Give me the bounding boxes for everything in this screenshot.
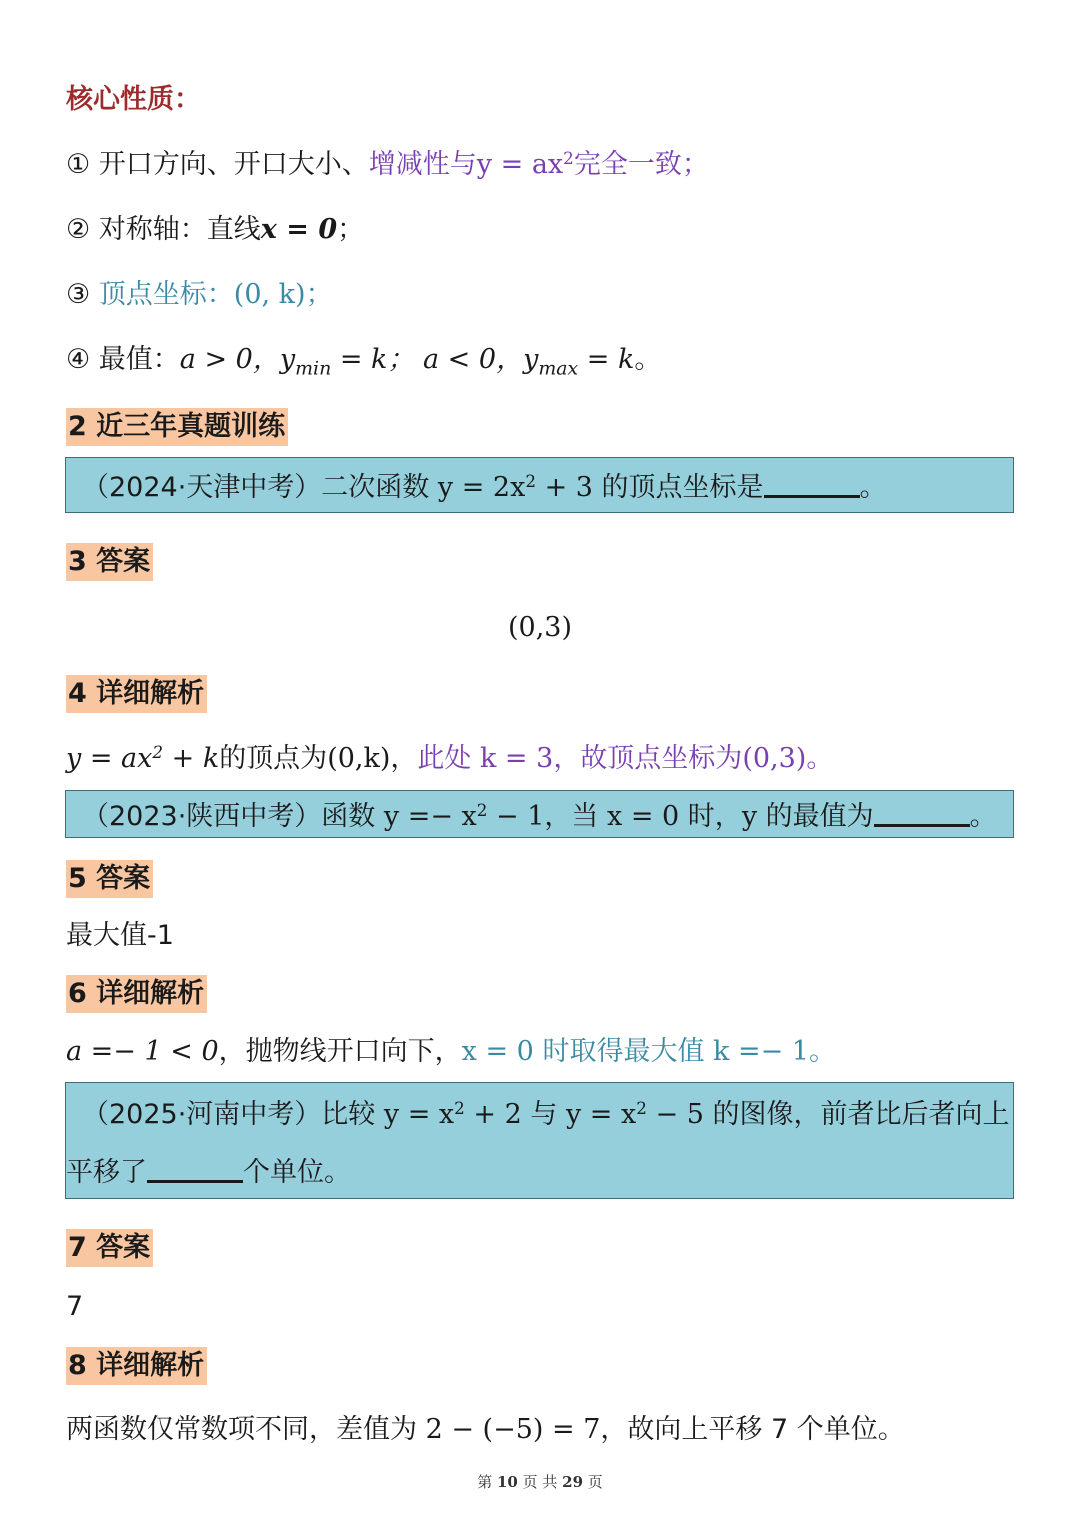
footer-total-pages: 29	[562, 1473, 584, 1491]
explanation-2-teal-math-2: k =− 1	[713, 1036, 809, 1067]
explanation-2	[66, 1032, 836, 1072]
question-3-lead: （2025·河南中考）比较	[82, 1099, 384, 1130]
question-box-2	[65, 790, 1014, 838]
question-box-1	[65, 457, 1014, 513]
footer-page-number: 10	[496, 1473, 518, 1491]
question-1-math: $y = 2x^2 + 3$	[437, 470, 593, 503]
heading-section-8: 8 详细解析	[66, 1347, 207, 1385]
explanation-3	[66, 1410, 905, 1450]
question-2-math-x: x = 0	[607, 801, 680, 832]
explanation-1	[66, 739, 833, 779]
heading-section-3: 3 答案	[66, 543, 153, 581]
question-2-end: 。	[969, 801, 997, 832]
explanation-1-end: 。	[806, 743, 834, 774]
core-title: 核心性质：	[66, 84, 201, 115]
explanation-2-end: 。	[808, 1036, 836, 1067]
question-2-mid-2: 时，	[679, 801, 742, 832]
answer-blank[interactable]	[874, 802, 970, 827]
footer-mid: 页 共	[517, 1473, 563, 1491]
footer-post: 页	[583, 1473, 603, 1491]
explanation-2-teal-text: 时取得最大值	[533, 1036, 714, 1067]
question-box-3	[65, 1082, 1014, 1199]
question-3-math-1: $y = x^2 + 2$	[383, 1097, 522, 1130]
property-4-ymax: $y_{max} = k$	[523, 344, 635, 380]
heading-section-2: 2 近三年真题训练	[66, 408, 288, 446]
question-1-lead: （2024·天津中考）二次函数	[82, 472, 438, 503]
explanation-1-comma: ，	[390, 743, 418, 774]
property-2-prefix: ② 对称轴：直线	[66, 214, 261, 245]
explanation-1-purple-a: 此处	[417, 743, 480, 774]
answer-3: 7	[66, 1291, 84, 1322]
explanation-3-lead: 两函数仅常数项不同，差值为	[66, 1414, 426, 1445]
question-3-line-2-a: 平移了	[66, 1157, 147, 1188]
explanation-1-vertex: (0,k)	[327, 743, 391, 774]
explanation-2-teal-math: x = 0	[461, 1036, 534, 1067]
property-1-purple: 增减性与	[368, 149, 477, 180]
explanation-1-purple-math: k = 3	[479, 743, 554, 774]
answer-2: 最大值-1	[66, 920, 174, 951]
question-3-math-2: $y = x^2 - 5$	[565, 1097, 704, 1130]
explanation-2-mid: ，抛物线开口向下，	[218, 1036, 462, 1067]
question-2-lead: （2023·陕西中考）函数	[82, 801, 384, 832]
heading-section-4: 4 详细解析	[66, 675, 207, 713]
property-4-cond-1: a > 0，	[179, 344, 280, 375]
question-3-tail: 的图像，前者比后者向上	[703, 1099, 1010, 1130]
property-4	[66, 340, 661, 380]
explanation-1-purple-b: ，故顶点坐标为	[553, 743, 743, 774]
explanation-1-formula: $y = ax^2 + k$	[66, 741, 220, 774]
property-2-tail: ；	[337, 214, 365, 245]
question-3-line-1	[82, 1099, 1013, 1131]
property-2	[66, 210, 364, 250]
property-1-tail: 完全一致；	[573, 149, 709, 180]
property-3-text: 顶点坐标：	[98, 279, 234, 310]
property-1-math: $y = ax^2$	[476, 147, 574, 180]
heading-section-6: 6 详细解析	[66, 975, 207, 1013]
answer-blank[interactable]	[147, 1158, 243, 1183]
explanation-1-purple-math-2: (0,3)	[742, 743, 807, 774]
explanation-2-math: a =− 1 < 0	[66, 1036, 219, 1067]
question-3-mid: 与	[521, 1099, 566, 1130]
question-3-line-2	[66, 1157, 1013, 1189]
property-1	[66, 145, 709, 185]
footer-pre: 第	[477, 1473, 497, 1491]
explanation-3-tail: ，故向上平移 7 个单位。	[600, 1414, 905, 1445]
property-4-prefix: ④ 最值：	[66, 344, 180, 375]
question-2-math-y: y	[741, 801, 758, 832]
heading-section-7: 7 答案	[66, 1229, 153, 1267]
property-2-math: x = 0	[260, 214, 338, 245]
question-2-math: $y =- x^2 - 1$	[383, 799, 545, 832]
property-3	[66, 275, 333, 315]
question-1-tail: 的顶点坐标是	[592, 472, 764, 503]
question-2-tail: 的最值为	[757, 801, 874, 832]
page-footer	[0, 1471, 1080, 1492]
property-4-ymin: $y_{min} = k$；	[279, 344, 415, 380]
question-3-line-2-b: 个单位。	[243, 1157, 351, 1188]
property-3-prefix: ③	[66, 279, 99, 310]
answer-1: (0,3)	[507, 612, 572, 643]
explanation-1-mid: 的顶点为	[219, 743, 328, 774]
heading-section-5: 5 答案	[66, 860, 153, 898]
property-3-math: (0, k)；	[233, 279, 333, 310]
question-2-mid: ，当	[544, 801, 608, 832]
question-1-end: 。	[859, 472, 887, 503]
answer-blank[interactable]	[764, 473, 860, 498]
property-4-end: 。	[634, 344, 662, 375]
explanation-3-math: 2 − (−5) = 7	[425, 1414, 601, 1445]
property-1-prefix: ① 开口方向、开口大小、	[66, 149, 369, 180]
property-4-cond-2: a < 0，	[414, 344, 524, 375]
